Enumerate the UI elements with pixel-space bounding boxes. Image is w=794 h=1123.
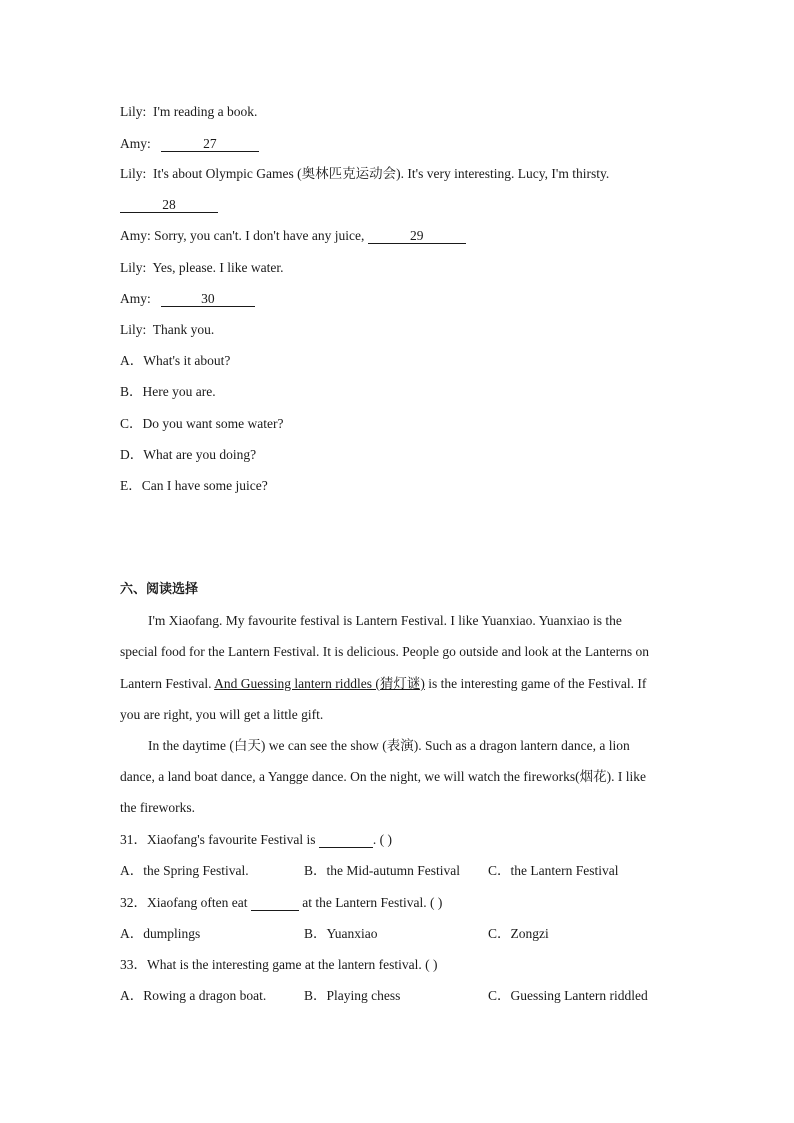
choice-b: B．Playing chess xyxy=(304,988,401,1003)
choice-c: C．Guessing Lantern riddled xyxy=(488,988,648,1003)
speaker: Lily: xyxy=(120,166,147,181)
choice-a: A．Rowing a dragon boat. xyxy=(120,988,267,1003)
passage-text: is the interesting game of the Festival. If xyxy=(428,676,647,691)
answer-blank-29: 29 xyxy=(368,229,466,244)
section-title: 六、阅读选择 xyxy=(120,582,199,597)
passage-line: special food for the Lantern Festival. It is delicious. People go outside and look at the Lanterns on xyxy=(120,644,649,659)
choice-b: B．Yuanxiao xyxy=(304,926,378,941)
passage-line: I'm Xiaofang. My favourite festival is Lantern Festival. I like Yuanxiao. Yuanxiao is the xyxy=(148,613,622,628)
option-a xyxy=(120,353,230,369)
option-c xyxy=(120,416,283,432)
dialogue-line-2 xyxy=(120,136,259,152)
question-text: 32．Xiaofang often eat xyxy=(120,895,248,910)
option-letter: C． xyxy=(120,416,143,431)
choice-c: C．the Lantern Festival xyxy=(488,863,619,878)
choice-b: B．the Mid-autumn Festival xyxy=(304,863,460,878)
question-text: 31．Xiaofang's favourite Festival is xyxy=(120,832,316,847)
line-text: It's about Olympic Games (奥林匹克运动会). It's very interesting. Lucy, I'm thirsty. xyxy=(153,166,610,181)
question-blank xyxy=(251,896,299,911)
line-text: Thank you. xyxy=(152,322,215,337)
option-letter: D． xyxy=(120,447,144,462)
answer-blank-30: 30 xyxy=(161,292,255,307)
passage-line: the fireworks. xyxy=(120,800,195,815)
choice-a: A．the Spring Festival. xyxy=(120,863,249,878)
option-letter: E． xyxy=(120,478,142,493)
speaker: Amy: xyxy=(120,136,151,151)
line-text: Yes, please. I like water. xyxy=(152,260,284,275)
answer-blank-28: 28 xyxy=(120,198,218,213)
option-letter: A． xyxy=(120,353,144,368)
speaker: Lily: xyxy=(120,260,147,275)
choice-c: C．Zongzi xyxy=(488,926,549,941)
speaker: Amy: xyxy=(120,228,151,243)
question-suffix: . ( ) xyxy=(372,832,393,847)
option-text: Can I have some juice? xyxy=(141,478,268,493)
question-blank xyxy=(319,833,373,848)
underlined-phrase: And Guessing lantern riddles (猜灯谜) xyxy=(214,676,425,691)
option-letter: B． xyxy=(120,384,143,399)
question-33 xyxy=(120,957,438,973)
option-d xyxy=(120,447,256,463)
question-31 xyxy=(120,832,392,848)
option-text: What's it about? xyxy=(143,353,231,368)
dialogue-line-8 xyxy=(120,322,214,338)
speaker: Lily: xyxy=(120,322,147,337)
passage-text: Lantern Festival. xyxy=(120,676,212,691)
question-text: 33．What is the interesting game at the lantern festival. ( ) xyxy=(120,957,438,972)
line-text: I'm reading a book. xyxy=(153,104,258,119)
question-suffix: at the Lantern Festival. ( ) xyxy=(302,895,443,910)
dialogue-line-3 xyxy=(120,166,609,182)
dialogue-line-7 xyxy=(120,291,255,307)
option-text: What are you doing? xyxy=(143,447,257,462)
passage-line: you are right, you will get a little gift. xyxy=(120,707,324,722)
speaker: Amy: xyxy=(120,291,151,306)
option-e xyxy=(120,478,268,494)
line-text: Sorry, you can't. I don't have any juice, xyxy=(154,228,365,243)
dialogue-line-4 xyxy=(120,197,218,213)
passage-line: dance, a land boat dance, a Yangge dance. On the night, we will watch the fireworks(烟花). I like xyxy=(120,769,646,784)
question-32 xyxy=(120,895,442,911)
answer-blank-27: 27 xyxy=(161,137,259,152)
passage-line xyxy=(120,676,646,692)
dialogue-line-6 xyxy=(120,260,283,276)
option-text: Do you want some water? xyxy=(142,416,284,431)
speaker: Lily: xyxy=(120,104,147,119)
option-text: Here you are. xyxy=(142,384,216,399)
passage-line: In the daytime (白天) we can see the show (表演). Such as a dragon lantern dance, a lion xyxy=(148,738,630,753)
dialogue-line-1 xyxy=(120,104,257,120)
choice-a: A．dumplings xyxy=(120,926,201,941)
option-b xyxy=(120,384,216,400)
dialogue-line-5 xyxy=(120,228,466,244)
